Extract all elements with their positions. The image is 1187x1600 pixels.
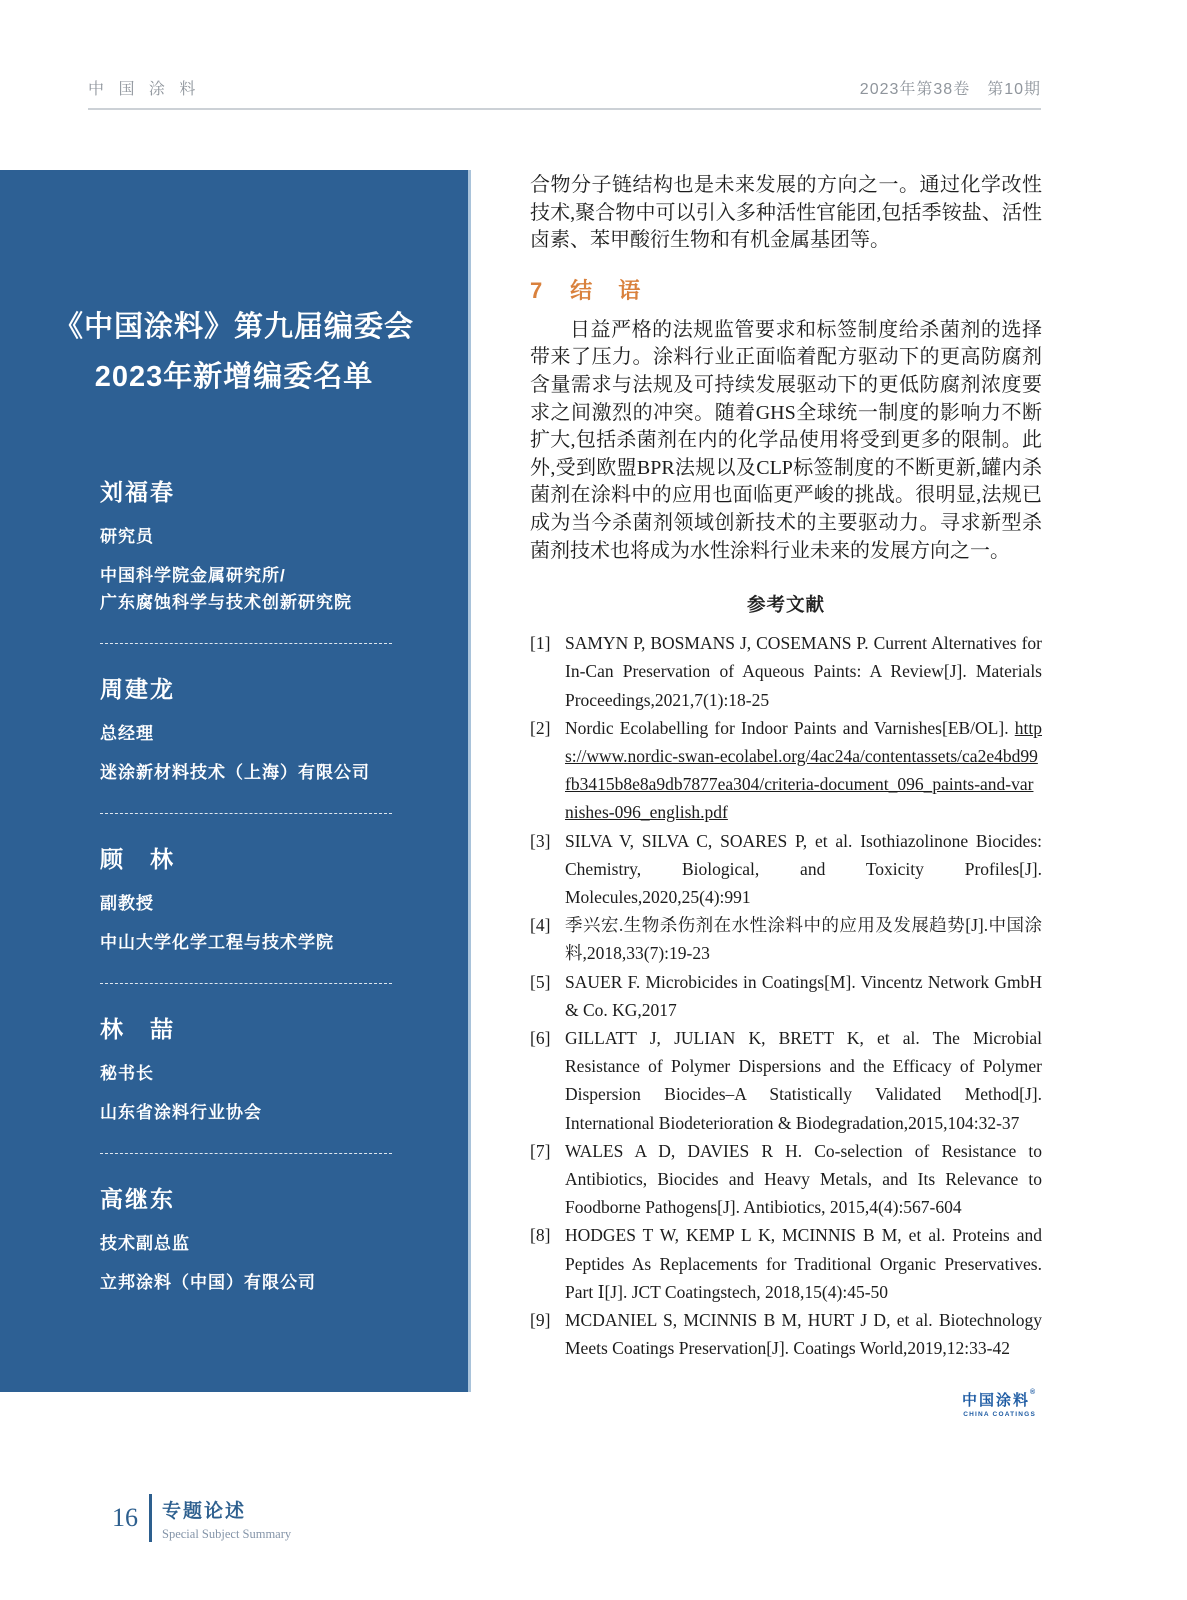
section-number: 7 xyxy=(530,277,543,303)
reference-text: GILLATT J, JULIAN K, BRETT K, et al. The Microbial Resistance of Polymer Dispersions and the Efficacy of Polymer Dispersion Biocides–A Statistically Validated Method[J]. International Biodeterioration & Biodegradation,2015,104:32-37 xyxy=(565,1027,1042,1133)
references-title: 参考文献 xyxy=(746,594,825,616)
member-name: 高继东 xyxy=(100,1186,175,1212)
member-divider xyxy=(100,1153,392,1154)
member-name: 顾 林 xyxy=(100,846,175,872)
member-org-line: 中国科学院金属研究所/ xyxy=(100,566,286,585)
reference-text: SAMYN P, BOSMANS J, COSEMANS P. Current Alternatives for In-Can Preservation of Aqueous Paints: A Review[J]. Materials Proceedings,2021,7(1):18-25 xyxy=(565,633,1042,710)
continuation-paragraph: 合物分子链结构也是未来发展的方向之一。通过化学改性技术,聚合物中可以引入多种活性官能团,包括季铵盐、活性卤素、苯甲酸衍生物和有机金属基团等。 xyxy=(530,174,1042,252)
reference-label: [5] xyxy=(530,971,551,992)
member-org xyxy=(100,929,390,956)
member-org xyxy=(100,562,390,616)
member-name: 林 喆 xyxy=(100,1016,175,1042)
member-divider xyxy=(100,813,392,814)
member-org-line: 迷涂新材料技术（上海）有限公司 xyxy=(100,763,370,782)
footer-divider xyxy=(149,1494,152,1542)
member-org-line: 广东腐蚀科学与技术创新研究院 xyxy=(100,593,352,612)
logo-cn-label: 中国涂料 xyxy=(962,1392,1031,1409)
reference-item xyxy=(530,911,1042,967)
reference-label: [2] xyxy=(530,717,551,738)
panel-title-line1: 《中国涂料》第九届编委会 xyxy=(53,311,414,343)
list-item xyxy=(100,1011,390,1126)
journal-name: 中 国 涂 料 xyxy=(88,81,201,98)
reference-text: Nordic Ecolabelling for Indoor Paints and Varnishes[EB/OL]. xyxy=(565,717,1015,738)
registered-mark-icon: ® xyxy=(1030,1389,1038,1396)
reference-label: [9] xyxy=(530,1310,551,1330)
conclusion-paragraph: 日益严格的法规监管要求和标签制度给杀菌剂的选择带来了压力。涂料行业正面临着配方驱动下的更高防腐剂含量需求与法规及可持续发展驱动下的更低防腐剂浓度要求之间激烈的冲突。随着GHS全球统一制度的影响力不断扩大,包括杀菌剂在内的化学品使用将受到更多的限制。此外,受到欧盟BPR法规以及CLP标签制度的不断更新,罐内杀菌剂在涂料中的应用也面临更严峻的挑战。很明显,法规已成为当今杀菌剂领域创新技术的主要驱动力。寻求新型杀菌剂技术也将成为水性涂料行业未来的发展方向之一。 xyxy=(530,318,1042,562)
reference-text: MCDANIEL S, MCINNIS B M, HURT J D, et al. Biotechnology Meets Coatings Preservation[J]. Coatings World,2019,12:33-42 xyxy=(565,1310,1042,1359)
member-divider xyxy=(100,983,392,984)
member-divider xyxy=(100,643,392,644)
editorial-board-panel xyxy=(0,170,471,1392)
reference-text: HODGES T W, KEMP L K, MCINNIS B M, et al. Proteins and Peptides As Replacements for Traditional Organic Preservatives. Part Ⅰ[J]. JCT Coatingstech, 2018,15(4):45-50 xyxy=(565,1225,1042,1302)
member-name: 刘福春 xyxy=(100,479,175,505)
page-header xyxy=(88,76,1041,110)
member-role: 总经理 xyxy=(100,724,154,743)
reference-label: [7] xyxy=(530,1140,551,1161)
section-title: 结语 xyxy=(570,277,667,303)
reference-label: [1] xyxy=(530,633,551,654)
member-org xyxy=(100,1099,390,1126)
list-item xyxy=(100,841,390,956)
reference-item xyxy=(530,1306,1042,1362)
member-org xyxy=(100,1269,390,1296)
reference-item xyxy=(530,968,1042,1024)
reference-item xyxy=(530,1024,1042,1137)
member-org-line: 中山大学化学工程与技术学院 xyxy=(100,933,334,952)
column-label xyxy=(162,1494,291,1542)
member-org-line: 立邦涂料（中国）有限公司 xyxy=(100,1273,316,1292)
article-column xyxy=(530,172,1042,1362)
member-name: 周建龙 xyxy=(100,676,175,702)
panel-title-line2: 2023年新增编委名单 xyxy=(94,361,374,393)
reference-item xyxy=(530,1137,1042,1222)
section-heading xyxy=(530,274,1042,305)
reference-item xyxy=(530,827,1042,912)
reference-label: [4] xyxy=(530,915,551,936)
reference-item xyxy=(530,714,1042,827)
issue-info: 2023年第38卷 第10期 xyxy=(859,81,1041,98)
list-item xyxy=(100,671,390,786)
member-role: 研究员 xyxy=(100,527,154,546)
member-org xyxy=(100,759,390,786)
reference-item xyxy=(530,1221,1042,1306)
page-footer xyxy=(112,1494,291,1542)
reference-text: 季兴宏.生物杀伤剂在水性涂料中的应用及发展趋势[J].中国涂料,2018,33(7):19-23 xyxy=(565,915,1042,964)
member-role: 秘书长 xyxy=(100,1064,154,1083)
list-item xyxy=(100,1181,390,1296)
member-org-line: 山东省涂料行业协会 xyxy=(100,1103,262,1122)
column-name-en: Special Subject Summary xyxy=(162,1527,292,1541)
member-role: 技术副总监 xyxy=(100,1234,190,1253)
page-number: 16 xyxy=(112,1503,138,1532)
reference-text: WALES A D, DAVIES R H. Co-selection of Resistance to Antibiotics, Biocides and Heavy Metals, and Its Relevance to Foodborne Pathogens[J]. Antibiotics, 2015,4(4):567-604 xyxy=(565,1140,1042,1218)
reference-label: [6] xyxy=(530,1027,551,1048)
reference-label: [8] xyxy=(530,1225,551,1246)
panel-title xyxy=(0,302,468,402)
column-name-cn: 专题论述 xyxy=(162,1501,247,1522)
china-coatings-logo xyxy=(962,1389,1037,1418)
logo-en-text: CHINA COATINGS xyxy=(963,1411,1036,1418)
logo-cn-text xyxy=(962,1389,1037,1410)
reference-url-link[interactable]: https://www.nordic-swan-ecolabel.org/4ac24a/contentassets/ca2e4bd99fb3415b8e8a9db7877ea304/criteria-document_096_paints-and-varnishes-096_english.pdf xyxy=(565,717,1042,823)
reference-text: SILVA V, SILVA C, SOARES P, et al. Isothiazolinone Biocides: Chemistry, Biological, and Toxicity Profiles[J]. Molecules,2020,25(4):991 xyxy=(565,830,1042,907)
reference-text: SAUER F. Microbicides in Coatings[M]. Vincentz Network GmbH & Co. KG,2017 xyxy=(565,971,1042,1020)
reference-label: [3] xyxy=(530,830,551,851)
member-list xyxy=(100,474,390,1296)
reference-item xyxy=(530,629,1042,714)
list-item xyxy=(100,474,390,616)
member-role: 副教授 xyxy=(100,894,154,913)
references-list xyxy=(530,629,1042,1362)
